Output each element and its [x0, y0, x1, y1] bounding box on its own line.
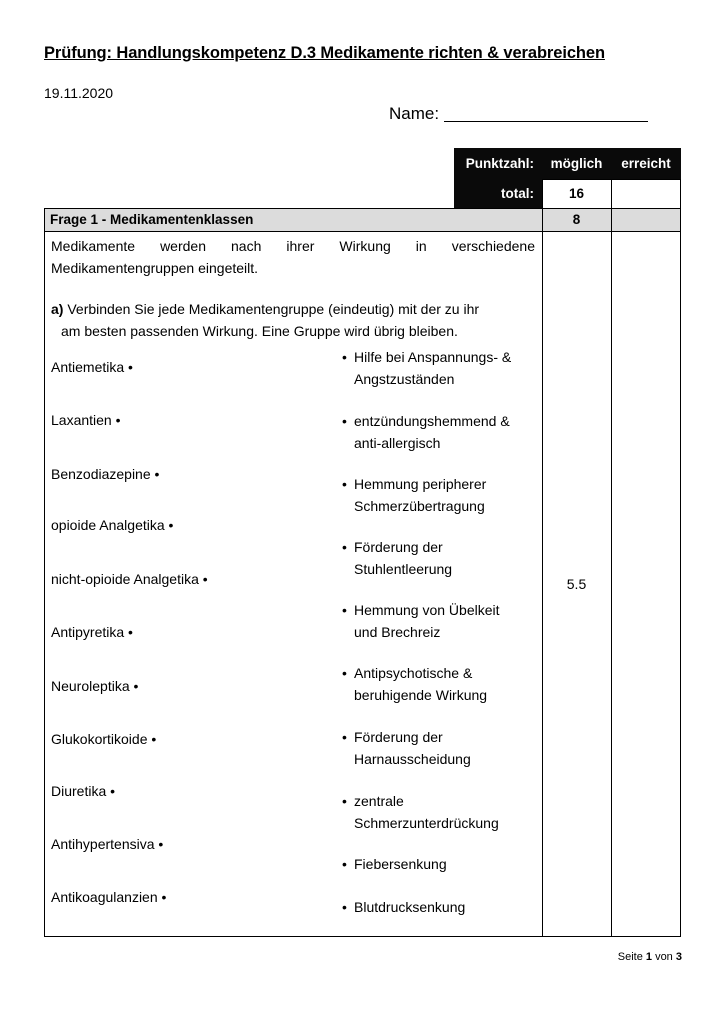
- question-points: 8: [572, 212, 581, 227]
- possible-label: möglich: [542, 148, 611, 179]
- total-achieved-frame: [611, 179, 681, 209]
- group-glukokortikoide[interactable]: Glukokortikoide •: [51, 731, 157, 747]
- total-label: total:: [454, 179, 542, 208]
- effect-harnausscheidung[interactable]: • Förderung der Harnausscheidung: [342, 726, 542, 770]
- column-divider-1: [542, 208, 543, 937]
- effect-periphere-schmerz[interactable]: • Hemmung peripherer Schmerzübertragung: [342, 473, 542, 517]
- effect-uebelkeit[interactable]: • Hemmung von Übelkeit und Brechreiz: [342, 599, 542, 643]
- page-title: Prüfung: Handlungskompetenz D.3 Medikamente richten & verabreichen: [44, 44, 605, 62]
- bullet-icon: •: [342, 476, 347, 492]
- page-footer: Seite 1 von 3: [617, 951, 682, 963]
- effect-blutdrucksenkung[interactable]: • Blutdrucksenkung: [342, 896, 542, 918]
- sub-question-points: 5.5: [566, 576, 587, 592]
- bullet-icon: •: [342, 856, 347, 872]
- bullet-icon: •: [342, 602, 347, 618]
- question-intro: Medikamente werden nach ihrer Wirkung in verschiedene Medikamentengruppen eingeteilt.: [51, 238, 535, 276]
- group-diuretika[interactable]: Diuretika •: [51, 783, 116, 799]
- total-possible: 16: [568, 186, 585, 201]
- group-antiemetika[interactable]: Antiemetika •: [51, 359, 133, 375]
- group-benzodiazepine[interactable]: Benzodiazepine •: [51, 466, 160, 482]
- bullet-icon: •: [342, 539, 347, 555]
- bullet-icon: •: [342, 665, 347, 681]
- question-title: Frage 1 - Medikamentenklassen: [44, 208, 542, 231]
- group-antihypertensiva[interactable]: Antihypertensiva •: [51, 836, 164, 852]
- group-nicht-opioide-analgetika[interactable]: nicht-opioide Analgetika •: [51, 571, 208, 587]
- column-divider-2: [611, 208, 612, 937]
- effect-fiebersenkung[interactable]: • Fiebersenkung: [342, 853, 542, 875]
- task-a: [51, 298, 535, 342]
- name-label: Name:: [389, 104, 440, 123]
- achieved-label: erreicht: [611, 148, 681, 179]
- group-antikoagulanzien[interactable]: Antikoagulanzien •: [51, 889, 167, 905]
- name-input-line[interactable]: [444, 121, 648, 122]
- group-neuroleptika[interactable]: Neuroleptika •: [51, 678, 139, 694]
- effect-stuhlentleerung[interactable]: • Förderung der Stuhlentleerung: [342, 536, 542, 580]
- effect-anspannung[interactable]: • Hilfe bei Anspannungs- & Angstzuständen: [342, 346, 542, 390]
- group-opioide-analgetika[interactable]: opioide Analgetika •: [51, 517, 174, 533]
- total-possible-frame: [542, 179, 612, 209]
- bullet-icon: •: [342, 793, 347, 809]
- exam-date: 19.11.2020: [44, 85, 114, 101]
- bullet-icon: •: [342, 729, 347, 745]
- task-label: a): [51, 301, 64, 317]
- bullet-icon: •: [342, 899, 347, 915]
- group-antipyretika[interactable]: Antipyretika •: [51, 624, 133, 640]
- effect-antipsychotisch[interactable]: • Antipsychotische & beruhigende Wirkung: [342, 662, 542, 706]
- bullet-icon: •: [342, 349, 347, 365]
- effect-zentrale-schmerz[interactable]: • zentrale Schmerzunterdrückung: [342, 790, 542, 834]
- bullet-icon: •: [342, 413, 347, 429]
- header-divider: [44, 231, 681, 232]
- effect-entzuendungshemmend[interactable]: • entzündungshemmend & anti-allergisch: [342, 410, 542, 454]
- task-text-line1: Verbinden Sie jede Medikamentengruppe (eindeutig) mit der zu ihr: [63, 301, 480, 317]
- points-label: Punktzahl:: [454, 148, 542, 179]
- task-text-line2: am besten passenden Wirkung. Eine Gruppe wird übrig bleiben.: [61, 323, 458, 339]
- group-laxantien[interactable]: Laxantien •: [51, 412, 121, 428]
